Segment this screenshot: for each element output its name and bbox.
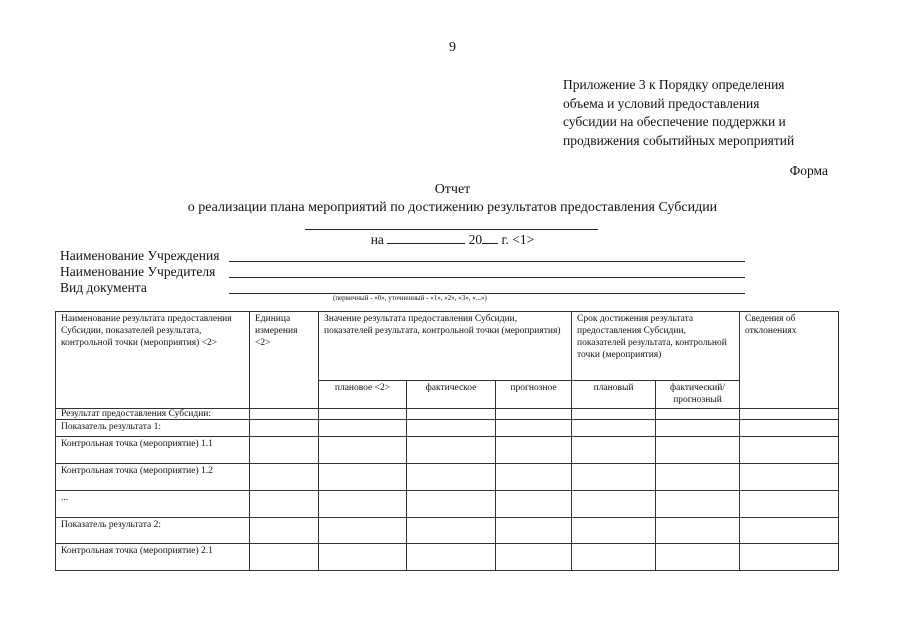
cell[interactable]	[319, 437, 407, 464]
cell[interactable]	[319, 544, 407, 571]
cell[interactable]	[656, 544, 740, 571]
row-label: Контрольная точка (мероприятие) 1.1	[56, 437, 250, 464]
row-label: Показатель результата 2:	[56, 518, 250, 544]
header-name: Наименование результата предоставления Субсидии, показателей результата, контрольной точки (мероприятия) <2>	[56, 312, 250, 409]
institution-field	[229, 261, 745, 262]
cell[interactable]	[740, 544, 839, 571]
cell[interactable]	[496, 420, 572, 437]
cell[interactable]	[496, 437, 572, 464]
form-label: Форма	[789, 163, 828, 178]
cell[interactable]	[496, 409, 572, 420]
cell[interactable]	[656, 491, 740, 518]
founder-label: Наименование Учредителя	[60, 264, 216, 279]
cell[interactable]	[740, 420, 839, 437]
cell[interactable]	[572, 420, 656, 437]
cell[interactable]	[572, 544, 656, 571]
appendix-line: Приложение 3 к Порядку определения	[563, 77, 785, 92]
cell[interactable]	[407, 491, 496, 518]
appendix-header	[563, 76, 863, 150]
cell[interactable]	[740, 437, 839, 464]
cell[interactable]	[572, 437, 656, 464]
cell[interactable]	[572, 518, 656, 544]
table-row	[56, 409, 839, 420]
table-row	[56, 518, 839, 544]
date-suffix: г. <1>	[501, 232, 535, 247]
row-label: Результат предоставления Субсидии:	[56, 409, 250, 420]
blank-line	[305, 229, 598, 230]
header-deadline: Срок достижения результата предоставления Субсидии, показателей результата, контрольной точки (мероприятия)	[572, 312, 740, 381]
table-row	[56, 420, 839, 437]
cell[interactable]	[250, 420, 319, 437]
table-row	[56, 491, 839, 518]
cell[interactable]	[407, 544, 496, 571]
founder-field	[229, 277, 745, 278]
row-label: ...	[56, 491, 250, 518]
cell[interactable]	[656, 464, 740, 491]
cell[interactable]	[572, 409, 656, 420]
cell[interactable]	[250, 437, 319, 464]
cell[interactable]	[496, 544, 572, 571]
report-title: Отчет	[434, 182, 471, 197]
cell[interactable]	[407, 518, 496, 544]
doc-type-field	[229, 293, 745, 294]
header-unit: Единица измерения <2>	[250, 312, 319, 409]
cell[interactable]	[319, 409, 407, 420]
cell[interactable]	[740, 518, 839, 544]
cell[interactable]	[250, 409, 319, 420]
cell[interactable]	[407, 409, 496, 420]
cell[interactable]	[250, 544, 319, 571]
year-prefix: 20	[468, 232, 483, 247]
cell[interactable]	[407, 420, 496, 437]
header-planned: плановое <2>	[319, 381, 407, 409]
appendix-line: субсидии на обеспечение поддержки и	[563, 114, 786, 129]
cell[interactable]	[319, 518, 407, 544]
cell[interactable]	[656, 409, 740, 420]
cell[interactable]	[496, 464, 572, 491]
table-row	[56, 464, 839, 491]
cell[interactable]	[572, 464, 656, 491]
header-row	[56, 312, 839, 381]
doc-type-label: Вид документа	[60, 280, 147, 295]
appendix-line: объема и условий предоставления	[563, 95, 760, 111]
institution-label: Наименование Учреждения	[60, 248, 220, 263]
header-actual: фактическое	[407, 381, 496, 409]
row-label: Контрольная точка (мероприятие) 2.1	[56, 544, 250, 571]
cell[interactable]	[250, 518, 319, 544]
cell[interactable]	[740, 409, 839, 420]
header-deadline-actual: фактический/ прогнозный	[656, 381, 740, 409]
cell[interactable]	[496, 491, 572, 518]
row-label: Показатель результата 1:	[56, 420, 250, 437]
doc-type-note: (первичный - «0», уточненный - «1», «2», «3», «...»)	[333, 294, 487, 302]
report-table	[55, 311, 839, 571]
page-number: 9	[449, 40, 456, 55]
cell[interactable]	[656, 420, 740, 437]
cell[interactable]	[740, 491, 839, 518]
header-forecast: прогнозное	[496, 381, 572, 409]
cell[interactable]	[572, 491, 656, 518]
cell[interactable]	[496, 518, 572, 544]
date-line	[0, 232, 905, 248]
header-value: Значение результата предоставления Субсидии, показателей результата, контрольной точки (мероприятия)	[319, 312, 572, 381]
cell[interactable]	[250, 464, 319, 491]
report-subtitle: о реализации плана мероприятий по достижению результатов предоставления Субсидии	[187, 200, 718, 215]
cell[interactable]	[319, 491, 407, 518]
cell[interactable]	[407, 464, 496, 491]
appendix-line: продвижения событийных мероприятий	[563, 132, 795, 148]
date-blank	[387, 233, 465, 244]
cell[interactable]	[407, 437, 496, 464]
cell[interactable]	[250, 491, 319, 518]
cell[interactable]	[656, 518, 740, 544]
year-blank	[482, 233, 498, 244]
cell[interactable]	[319, 464, 407, 491]
table-row	[56, 437, 839, 464]
header-deviation: Сведения об отклонениях	[740, 312, 839, 409]
cell[interactable]	[740, 464, 839, 491]
row-label: Контрольная точка (мероприятие) 1.2	[56, 464, 250, 491]
cell[interactable]	[319, 420, 407, 437]
header-deadline-planned: плановый	[572, 381, 656, 409]
cell[interactable]	[656, 437, 740, 464]
table-row	[56, 544, 839, 571]
date-prefix: на	[370, 232, 384, 247]
